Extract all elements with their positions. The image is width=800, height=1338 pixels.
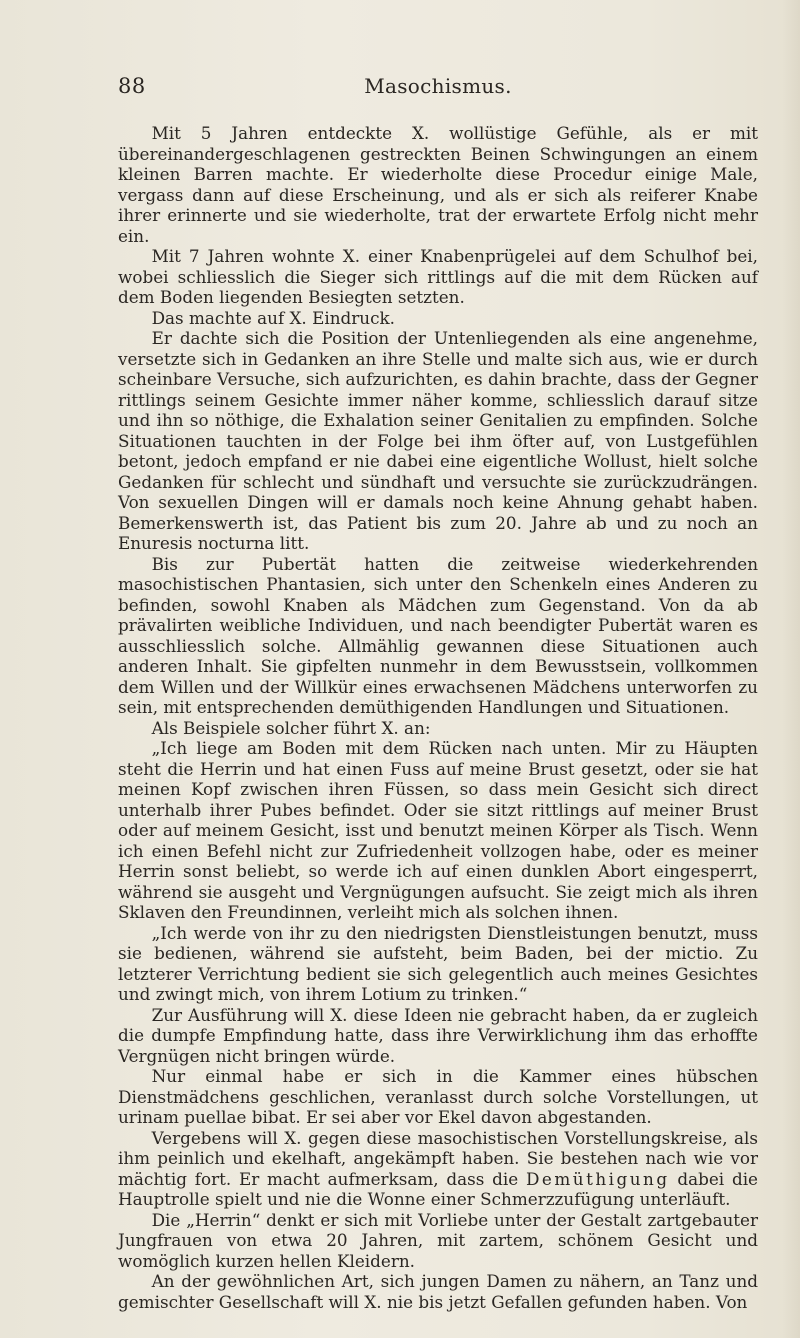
paragraph: Mit 7 Jahren wohnte X. einer Knabenprügelei auf dem Schulhof bei, wobei schliesslich die Sieger sich rittlings auf die mit dem Rücken auf dem Boden liegenden Besiegten setzten.: [118, 246, 758, 307]
spaced-emphasis: Demüthigung: [525, 1168, 670, 1189]
paragraph: Er dachte sich die Position der Untenliegenden als eine angenehme, versetzte sich in Gedanken an ihre Stelle und malte sich aus, wie er durch scheinbare Versuche, sich aufzurichten, es dahin brachte, dass der Gegner rittlings seinem Gesichte immer näher komme, schliesslich darauf sitze und ihn so nöthige, die Exhalation seiner Genitalien zu empfinden. Solche Situationen tauchten in der Folge bei ihm öfter auf, von Lustgefühlen betont, jedoch empfand er nie dabei eine eigentliche Wollust, hielt solche Gedanken für schlecht und sündhaft und versuchte sie zurückzudrängen. Von sexuellen Dingen will er damals noch keine Ahnung gehabt haben. Bemerkenswerth ist, das Patient bis zum 20. Jahre ab und zu noch an Enuresis nocturna litt.: [118, 328, 758, 553]
paragraph: „Ich liege am Boden mit dem Rücken nach unten. Mir zu Häupten steht die Herrin und hat einen Fuss auf meine Brust gesetzt, oder sie hat meinen Kopf zwischen ihren Füssen, so dass mein Gesicht sich direct unterhalb ihrer Pubes befindet. Oder sie sitzt rittlings auf meiner Brust oder auf meinem Gesicht, isst und benutzt meinen Körper als Tisch. Wenn ich einen Befehl nicht zur Zufriedenheit vollzogen habe, oder es meiner Herrin sonst beliebt, so werde ich auf einen dunklen Abort eingesperrt, während sie ausgeht und Vergnügungen aufsucht. Sie zeigt mich als ihren Sklaven den Freundinnen, verleiht mich als solchen ihnen.: [118, 738, 758, 922]
paragraph: Bis zur Pubertät hatten die zeitweise wiederkehrenden masochistischen Phantasien, sich unter den Schenkeln eines Anderen zu befinden, sowohl Knaben als Mädchen zum Gegenstand. Von da ab prävalirten weibliche Individuen, und nach beendigter Pubertät waren es ausschliesslich solche. Allmählig gewannen diese Situationen auch anderen Inhalt. Sie gipfelten nunmehr in dem Bewusstsein, vollkommen dem Willen und der Willkür eines erwachsenen Mädchens unterworfen zu sein, mit entsprechenden demüthigenden Handlungen und Situationen.: [118, 553, 758, 717]
paragraph: An der gewöhnlichen Art, sich jungen Damen zu nähern, an Tanz und gemischter Gesellschaft will X. nie bis jetzt Gefallen gefunden haben. Von: [118, 1271, 758, 1312]
paragraph: „Ich werde von ihr zu den niedrigsten Dienstleistungen benutzt, muss sie bedienen, während sie aufsteht, beim Baden, bei der mictio. Zu letzterer Verrichtung bedient sie sich gelegentlich auch meines Gesichtes und zwingt mich, von ihrem Lotium zu trinken.“: [118, 922, 758, 1004]
paragraph: Die „Herrin“ denkt er sich mit Vorliebe unter der Gestalt zartgebauter Jungfrauen von etwa 20 Jahren, mit zartem, schönem Gesicht und womöglich kurzen hellen Kleidern.: [118, 1209, 758, 1271]
paragraph-text: Vergebens will X. gegen diese masochistischen Vorstellungskreise, als ihm peinlich und ekelhaft, angekämpft haben. Sie bestehen nach wie vor mächtig fort. Er macht aufmerksam, dass die: [118, 1127, 758, 1189]
paragraph: Das machte auf X. Eindruck.: [151, 307, 396, 328]
paragraph-text: dabei die Hauptrolle spielt und nie die Wonne einer Schmerzzufügung unterläuft.: [118, 1168, 758, 1209]
page-header: [118, 74, 758, 100]
page-edge-shadow: [782, 0, 800, 1338]
paragraph: [118, 1128, 758, 1210]
running-title: Masochismus.: [364, 74, 512, 98]
page-number: 88: [118, 74, 146, 98]
paragraph: Nur einmal habe er sich in die Kammer eines hübschen Dienstmädchens geschlichen, veranlasst durch solche Vorstellungen, ut urinam puellae bibat. Er sei aber vor Ekel davon abgestanden.: [118, 1066, 758, 1127]
paragraph: Mit 5 Jahren entdeckte X. wollüstige Gefühle, als er mit übereinandergeschlagenen gestreckten Beinen Schwingungen an einem kleinen Barren machte. Er wiederholte diese Procedur einige Male, vergass dann auf diese Erscheinung, und als er sich als reiferer Knabe ihrer erinnerte und sie wiederholte, trat der erwartete Erfolg nicht mehr ein.: [118, 123, 758, 246]
paragraph: Zur Ausführung will X. diese Ideen nie gebracht haben, da er zugleich die dumpfe Empfindung hatte, dass ihre Verwirklichung ihm das erhoffte Vergnügen nicht bringen würde.: [118, 1004, 758, 1066]
body-text: [118, 123, 758, 1312]
paragraph: Als Beispiele solcher führt X. an:: [151, 717, 431, 738]
